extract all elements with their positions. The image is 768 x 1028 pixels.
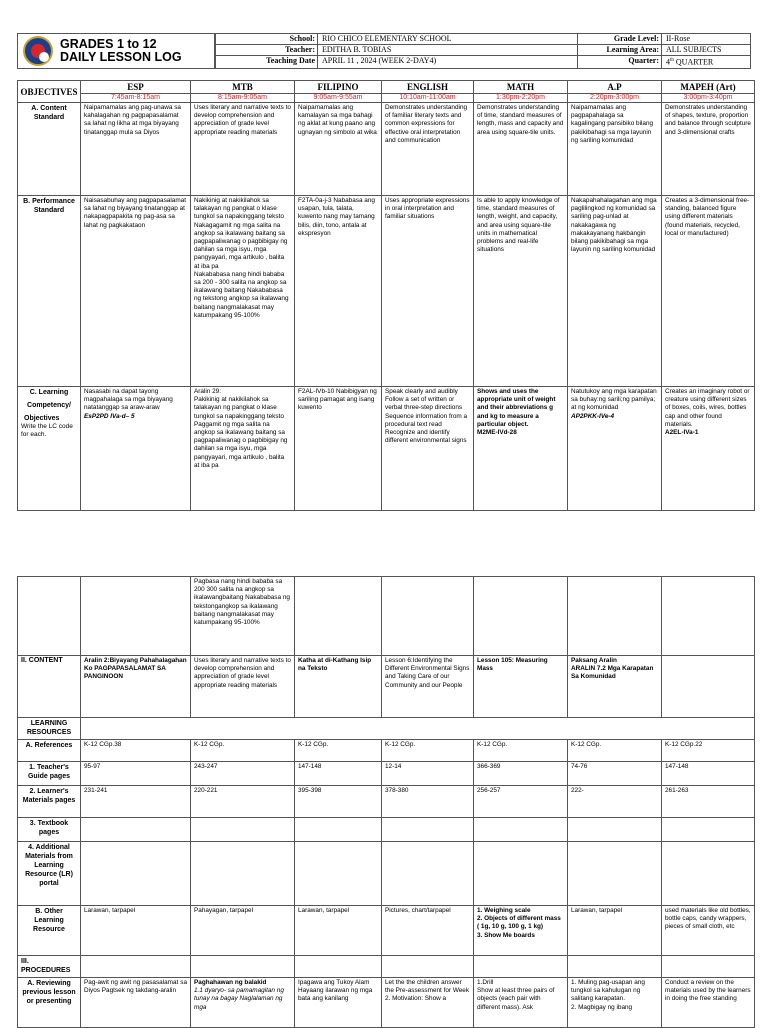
date-value: APRIL 11 , 2024 (WEEK 2-DAY4) (318, 56, 578, 69)
cell: 366-369 (474, 762, 568, 786)
cell (662, 656, 755, 718)
header-title-box (17, 33, 215, 69)
lesson-log-table-page2 (17, 576, 755, 1028)
cell (191, 978, 295, 1028)
other-resources-row (18, 906, 755, 956)
deped-seal-icon (23, 36, 53, 66)
content-row (18, 656, 755, 718)
learning-resources-row (18, 718, 755, 740)
additional-materials-row (18, 842, 755, 906)
cell: F2TA-0a-j-3 Nababasa ang usapan, tula, talata, kuwento nang may tamang bilis, diin, tono, antala at ekspresyon (295, 196, 382, 387)
teacher-label: Teacher: (216, 45, 318, 56)
cell: 1.Drill Show at least three pairs of objects (each pair with different mass). Ask (474, 978, 568, 1028)
cell: Pahayagan, tarpapel (191, 906, 295, 956)
subject-header-ap: A.P (568, 81, 662, 94)
content-label: II. CONTENT (18, 656, 81, 718)
cell: Naipamamalas ang kamalayan sa mga bahagi ng aklat at kung paano ang ugnayan ng simbolo at wika (295, 103, 382, 196)
cell: Is able to apply knowledge of time, standard measures of length, weight, and capacity, and area using square-tile units in mathematical problems and real-life situations (474, 196, 568, 387)
cell: Uses literary and narrative texts to develop comprehension and appreciation of grade level appropriate reading materials (191, 103, 295, 196)
grade-label: Grade Level: (578, 34, 662, 45)
cell: Paksang Aralin ARALIN 7.2 Mga Karapatan Sa Komunidad (568, 656, 662, 718)
time-esp: 7:45am-8:15am (81, 94, 191, 103)
time-math: 1:30pm-2:20pm (474, 94, 568, 103)
reviewing-label: A. Reviewing previous lesson or presenting (18, 978, 81, 1028)
quarter-label: Quarter: (578, 56, 662, 69)
cell: K-12 CGp. (191, 740, 295, 762)
cell: Naipamamalas ang pagpapahalaga sa kagalingang pansibiko bilang pakikibahagi sa mga layunin ng sariling komunidad (568, 103, 662, 196)
cell: Aralin 2:Biyayang Pahahalagahan Ko PAGPAPASALAMAT SA PANGINOON (81, 656, 191, 718)
cell: 231-241 (81, 786, 191, 818)
cell: F2AL-IVb-10 Nabibigyan ng sariling pamagat ang isang kuwento (295, 387, 382, 511)
competency-label (18, 387, 81, 511)
cell: K-12 CGp. (295, 740, 382, 762)
cell: Pagbasa nang hindi bababa sa 200 300 salita na angkop sa ikalawangbaitang Nakababasa ng tekstongangkop sa ikalawang baitang nangmalakasat may katumpakang 95-100% (191, 577, 295, 656)
cell: 222- (568, 786, 662, 818)
school-value: RIO CHICO ELEMENTARY SCHOOL (318, 34, 578, 45)
textbook-label: 3. Textbook pages (18, 818, 81, 842)
mapeh-code: A2EL-IVa-1 (665, 429, 699, 437)
procedures-label: III. PROCEDURES (18, 956, 81, 978)
content-standard-label: A. Content Standard (18, 103, 81, 196)
cell (662, 387, 755, 511)
esp-competency: Nasasabi na dapat tayong magpahalaga sa mga biyayang natatanggap sa araw-araw (84, 388, 173, 412)
cell: Larawan, tarpapel (295, 906, 382, 956)
teacher-value: EDITHA B. TOBIAS (318, 45, 578, 56)
cell: 74-76 (568, 762, 662, 786)
school-label: School: (216, 34, 318, 45)
competency-label-line3: Objectives (24, 415, 60, 422)
cell: Aralin 29: Pakikinig at nakikilahok sa talakayan ng pangkat o klase tungkol sa napakinggang teksto Paggamit ng mga salita na angkop sa ikalawang baitang sa pagpapaliwanag o pagbibigay ng dahilan sa mga isyu, mga pangyayari, mga artikulo , balita at iba pa (191, 387, 295, 511)
cell: 395-398 (295, 786, 382, 818)
cell: Katha at di-Kathang Isip na Teksto (295, 656, 382, 718)
cell: 12-14 (382, 762, 474, 786)
cell: Larawan, tarpapel (81, 906, 191, 956)
time-mtb: 8:15am-9:05am (191, 94, 295, 103)
cell (474, 387, 568, 511)
time-filipino: 9:05am-9:55am (295, 94, 382, 103)
cell: 220-221 (191, 786, 295, 818)
other-resources-label: B. Other Learning Resource (18, 906, 81, 956)
cell: K-12 CGp.38 (81, 740, 191, 762)
learners-materials-row (18, 786, 755, 818)
cell: Uses literary and narrative texts to develop comprehension and appreciation of grade level appropriate reading materials (191, 656, 295, 718)
teachers-guide-label: 1. Teacher's Guide pages (18, 762, 81, 786)
content-standard-row (18, 103, 755, 196)
area-label: Learning Area: (578, 45, 662, 56)
cell: K-12 CGp. (382, 740, 474, 762)
quarter-value (662, 56, 751, 69)
cell: 1. Muling pag-usapan ang tungkol sa kahulugan ng salitang karapatan. 2. Magbigay ng ibang (568, 978, 662, 1028)
ap-competency: Natutukoy ang mga karapatan sa buhay:ng sarili;ng pamilya; at ng komunidad (571, 388, 657, 412)
cell: Lesson 105: Measuring Mass (474, 656, 568, 718)
cell (568, 387, 662, 511)
competency-row (18, 387, 755, 511)
cell: 378-380 (382, 786, 474, 818)
document-title (60, 38, 182, 64)
cell: Larawan, tarpapel (568, 906, 662, 956)
area-value: ALL SUBJECTS (662, 45, 751, 56)
time-ap: 2:20pm-3:00pm (568, 94, 662, 103)
cell: Pictures, chart/tarpapel (382, 906, 474, 956)
cell: Demonstrates understanding of shapes, texture, proportion and balance through sculpture and 3-dimensional crafts (662, 103, 755, 196)
cell: Pag-awit ng awit ng pasasalamat sa Diyos Pagtsek ng takdang-aralin (81, 978, 191, 1028)
cell: Conduct a review on the materials used by the learners in doing the free standing (662, 978, 755, 1028)
competency-label-line1: C. Learning (29, 389, 69, 396)
title-line-2: DAILY LESSON LOG (60, 50, 182, 64)
references-row (18, 740, 755, 762)
math-competency: Shows and uses the appropriate unit of weight and their abbreviations g and kg to measure a particular object. (477, 388, 556, 428)
header-info-table (215, 33, 751, 69)
mtb-review-heading: Paghahawan ng balakid (194, 979, 267, 986)
cell: Nakikinig at nakikilahok sa talakayan ng pangkat o klase tungkol sa napakinggang teksto Nakagagamit ng mga salita na angkop sa ikalawang baitang sa pagpapaliwanag o pagbibigay ng dahilan sa mga isyu, mga pangyayari, mga artikulo , balita at iba pa Nakababasa nang hindi bababa sa 200 - 300 salita na angkop sa ikalawang baitang Nakababasa ng tekstong angkop sa ikalawang baitang nangmalakasat may katumpakang 95-100% (191, 196, 295, 387)
cell: Ipagawa ang Tukoy Alam Hayaang ilarawan ng mga bata ang kanilang (295, 978, 382, 1028)
subject-header-mtb: MTB (191, 81, 295, 94)
cell: Demonstrates understanding of time, standard measures of length, mass and capacity and area using square-tile units. (474, 103, 568, 196)
cell (81, 387, 191, 511)
ap-code: AP2PKK-IVe-4 (571, 412, 615, 420)
cell: K-12 CGp.22 (662, 740, 755, 762)
reviewing-row (18, 978, 755, 1028)
cell: 256-257 (474, 786, 568, 818)
cell: Naisasabuhay ang pagpapasalamat sa lahat ng biyayang tinatanggap at nakapagpapakita ng pag-asa sa lahat ng pagkakataon (81, 196, 191, 387)
learners-materials-label: 2. Learner's Materials pages (18, 786, 81, 818)
procedures-row (18, 956, 755, 978)
time-mapeh: 3:00pm-3:40pm (662, 94, 755, 103)
objectives-header: OBJECTIVES (18, 81, 81, 103)
competency-label-line2: Competency/ (27, 402, 71, 409)
cell: Demonstrates understanding of familiar literary texts and common expressions for effective oral interpretation and communication (382, 103, 474, 196)
cell: 243-247 (191, 762, 295, 786)
subject-header-filipino: FILIPINO (295, 81, 382, 94)
lc-code-note: Write the LC code for each. (21, 423, 73, 438)
mtb-review-text: 1.1 dyaryo- sa pamamagitan ng tunay na bagay Naglalaman ng mga (194, 987, 284, 1011)
cell: Nakapahahalagahan ang mga paglilingkod ng komunidad sa sariling pag-unlad at nakakagawa ng makakayanang hakbangin bilang pakikibahagi sa mga layunin ng sariling komunidad (568, 196, 662, 387)
cell: 147-148 (295, 762, 382, 786)
mapeh-competency: Creates an imaginary robot or creature using different sizes of boxes, coils, wires, bottles cap and other found materials. (665, 388, 750, 428)
teachers-guide-row (18, 762, 755, 786)
references-label: A. References (18, 740, 81, 762)
quarter-number: 4 (666, 57, 670, 67)
competency-continued-row (18, 577, 755, 656)
math-code: M2ME-IVd-28 (477, 429, 517, 437)
cell: Speak clearly and audibly Follow a set of written or verbal three-step directions Sequence information from a procedural text read Recognize and identify different environmental signs (382, 387, 474, 511)
cell: K-12 CGp. (474, 740, 568, 762)
subject-header-esp: ESP (81, 81, 191, 94)
cell: Let the the children answer the Pre-assessment for Week 2. Motivation: Show a (382, 978, 474, 1028)
subject-header-math: MATH (474, 81, 568, 94)
subject-header-mapeh: MAPEH (Art) (662, 81, 755, 94)
cell: Lesson 6:Identifying the Different Environmental Signs and Taking Care of our Community and our People (382, 656, 474, 718)
cell: used materials like old bottles, bottle caps, candy wrappers, pieces of small cloth, etc (662, 906, 755, 956)
grade-value: II-Rose (662, 34, 751, 45)
quarter-suffix: th (670, 58, 674, 63)
learning-resources-label: LEARNING RESOURCES (18, 718, 81, 740)
additional-materials-label: 4. Additional Materials from Learning Resource (LR) portal (18, 842, 81, 906)
cell: 95-97 (81, 762, 191, 786)
performance-standard-label: B. Performance Standard (18, 196, 81, 387)
title-line-1: GRADES 1 to 12 (60, 37, 157, 51)
cell: 261-263 (662, 786, 755, 818)
cell: Creates a 3-dimensional free-standing, balanced figure using different materials (found materials, recycled, local or manufactured) (662, 196, 755, 387)
date-label: Teaching Date (216, 56, 318, 69)
subject-header-english: ENGLISH (382, 81, 474, 94)
esp-code: EsP2PD IVa-d– 5 (84, 412, 135, 420)
cell: Uses appropriate expressions in oral interpretation and familiar situations (382, 196, 474, 387)
textbook-row (18, 818, 755, 842)
cell: K-12 CGp. (568, 740, 662, 762)
quarter-text: QUARTER (673, 57, 714, 67)
cell: 147-148 (662, 762, 755, 786)
performance-standard-row (18, 196, 755, 387)
lesson-log-table-page1 (17, 80, 755, 511)
time-english: 10:10am-11:00am (382, 94, 474, 103)
cell: Naipamamalas ang pag-unawa sa kahalagahan ng pagpapasalamat sa lahat ng likha at mga biyayang tinatanggap mula sa Diyos (81, 103, 191, 196)
cell: 1. Weighing scale 2. Objects of different mass ( 1g, 10 g, 100 g, 1 kg) 3. Show Me boards (474, 906, 568, 956)
